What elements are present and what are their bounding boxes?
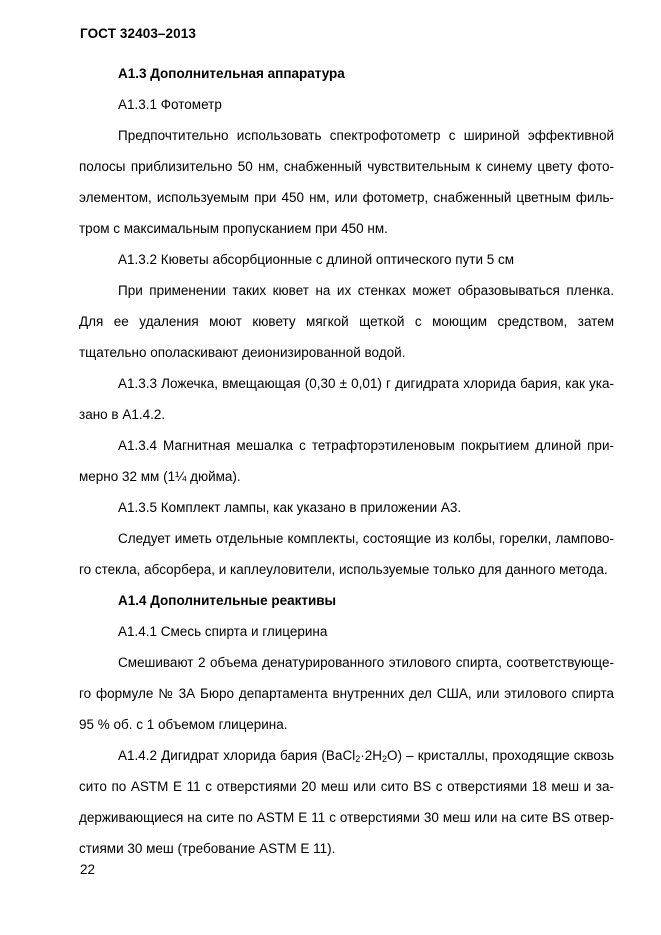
clause-a142-prefix: А1.4.2 Дигидрат хлорида бария (BaCl [118, 748, 356, 763]
clause-a134: А1.3.4 Магнитная мешалка с тетрафторэтиленовым покрытием длиной примерно 32 мм (1¼ дюйма). [79, 438, 614, 484]
clause-a131-text: Предпочтительно использовать спектрофотометр с шириной эффективной полосы приблизительно 50 нм, снабженный чувствительным к синему цвету фотоэлементом, используемым при 450 нм, или фотометр, снабженный цветным фильтром с максимальным пропусканием при 450 нм. [79, 128, 614, 236]
clause-a132: А1.3.2 Кюветы абсорбционные с длиной оптического пути 5 см [118, 252, 515, 267]
formula-subscript-h: 2 [381, 754, 387, 764]
section-a13-title: А1.3 Дополнительная аппаратура [118, 66, 345, 81]
clause-a141: А1.4.1 Смесь спирта и глицерина [118, 624, 328, 639]
clause-a135-text: Следует иметь отдельные комплекты, состоящие из колбы, горелки, лампового стекла, абсорбера, и каплеуловители, используемые только для данного метода. [79, 531, 614, 577]
clause-a135: А1.3.5 Комплект лампы, как указано в приложении А3. [118, 500, 462, 515]
clause-a132-text: При применении таких кювет на их стенках может образовываться пленка. Для ее удаления моют кювету мягкой щеткой с моющим средством, затем тщательно ополаскивают деионизированной водой. [79, 283, 614, 360]
clause-a131: А1.3.1 Фотометр [118, 97, 222, 112]
page-number: 22 [80, 862, 96, 877]
clause-a142-suffix: O) – кристаллы, проходящие сквозь сито по ASTM E 11 с отверстиями 20 меш или сито BS с отверстиями 18 меш и задерживающиеся на сите по ASTM E 11 с отверстиями 30 меш или на сите BS отверстиями 30 меш (требование ASTM E 11). [79, 748, 615, 856]
formula-water: ·2H [360, 748, 382, 763]
standard-header: ГОСТ 32403–2013 [80, 26, 196, 41]
clause-a133: А1.3.3 Ложечка, вмещающая (0,30 ± 0,01) г дигидрата хлорида бария, как указано в А1.4.2. [79, 376, 614, 422]
page-content [79, 58, 614, 864]
clause-a141-text: Смешивают 2 объема денатурированного этилового спирта, соответствующего формуле № 3А Бюро департамента внутренних дел США, или этилового спирта 95 % об. с 1 объемом глицерина. [79, 655, 614, 732]
formula-subscript-ba: 2 [355, 754, 361, 764]
section-a14-title: А1.4 Дополнительные реактивы [118, 593, 337, 608]
clause-a142 [79, 740, 614, 864]
